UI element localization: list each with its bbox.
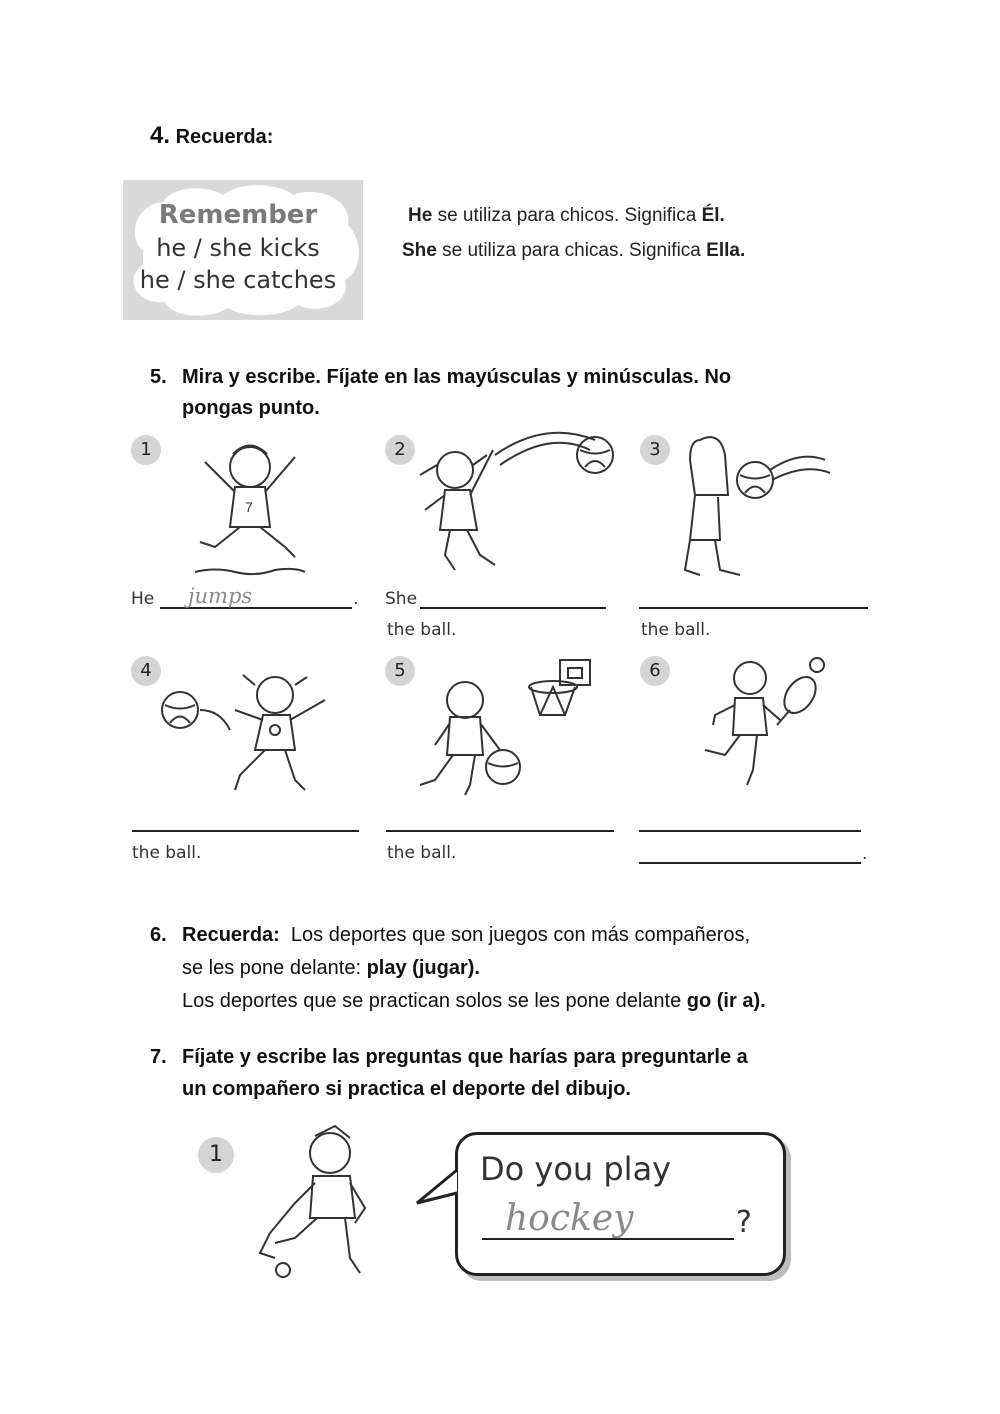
section-4-colon: : <box>266 126 274 148</box>
section-6-go: go (ir a). <box>686 990 766 1012</box>
item-1-answer: jumps <box>188 584 253 608</box>
girl-catching-ball-picture <box>660 425 840 585</box>
item-2-continuation: the ball. <box>387 620 457 640</box>
bubble-question: Do you play <box>480 1150 672 1188</box>
section-6-line-3 <box>182 985 766 1018</box>
svg-text:7: 7 <box>245 499 253 515</box>
item-6-answer-line-1[interactable] <box>639 830 861 832</box>
item-3-continuation: the ball. <box>641 620 711 640</box>
remember-cloud-title: Remember <box>158 200 318 230</box>
section-7-instruction-line-1: Fíjate y escribe las preguntas que harías para preguntarle a <box>182 1046 748 1068</box>
girl-kicking-ball-picture <box>155 655 355 805</box>
section-5-instruction-line-2: pongas punto. <box>182 397 320 419</box>
rule-she <box>402 240 745 262</box>
item-3-answer-line[interactable] <box>639 607 868 609</box>
item-2-prefix: She <box>385 589 418 609</box>
section-6-line-1-text: Los deportes que son juegos con más compañeros, <box>279 924 751 946</box>
section-7-instruction-line-2: un compañero si practica el deporte del dibujo. <box>182 1078 631 1100</box>
rule-he-text: se utiliza para chicos. Significa <box>432 205 702 226</box>
section-6-label: Recuerda: <box>182 924 280 946</box>
bubble-question-mark: ? <box>736 1205 752 1240</box>
boy-hockey-picture <box>255 1118 385 1288</box>
rule-she-pronoun: She <box>402 240 437 261</box>
section-4-title: Recuerda <box>175 126 267 148</box>
item-6-suffix: . <box>862 844 868 864</box>
section-6-line-3-text: Los deportes que se practican solos se les pone delante <box>182 990 687 1012</box>
item-6-answer-line-2[interactable] <box>639 862 861 864</box>
section-6-number: 6. <box>150 924 167 946</box>
rule-he <box>408 205 725 227</box>
item-2-answer-line[interactable] <box>420 607 606 609</box>
girl-throwing-ball-picture <box>405 425 625 585</box>
item-5-continuation: the ball. <box>387 843 457 863</box>
section-6-line-2-text: se les pone delante: <box>182 957 367 979</box>
item-2-number: 2 <box>385 435 415 465</box>
boy-jumping-picture <box>185 432 315 582</box>
example-number: 1 <box>198 1137 234 1173</box>
speech-bubble-tail <box>415 1165 461 1215</box>
item-3-number: 3 <box>640 435 670 465</box>
item-4-number: 4 <box>131 656 161 686</box>
remember-cloud-line-2: he / she catches <box>139 266 337 294</box>
section-4-heading <box>150 122 273 150</box>
item-1-suffix: . <box>353 589 359 609</box>
rule-he-meaning: Él. <box>701 205 725 226</box>
section-6-line-2 <box>182 952 480 985</box>
item-1-prefix: He <box>131 589 155 609</box>
section-7-number: 7. <box>150 1046 167 1068</box>
item-4-answer-line[interactable] <box>132 830 359 832</box>
section-6-line-1 <box>182 919 902 952</box>
remember-cloud-line-1: he / she kicks <box>156 234 320 262</box>
section-5-instruction-line-1: Mira y escribe. Fíjate en las mayúsculas y minúsculas. No <box>182 366 732 388</box>
item-5-number: 5 <box>385 656 415 686</box>
section-4-number: 4. <box>150 122 171 149</box>
item-4-continuation: the ball. <box>132 843 202 863</box>
rule-she-meaning: Ella. <box>706 240 746 261</box>
boy-basketball-picture <box>405 655 605 805</box>
rule-he-pronoun: He <box>408 205 433 226</box>
item-1-number: 1 <box>131 435 161 465</box>
item-6-number: 6 <box>640 656 670 686</box>
section-6-play: play (jugar). <box>366 957 480 979</box>
boy-tennis-picture <box>685 650 845 800</box>
rule-she-text: se utiliza para chicas. Significa <box>436 240 707 261</box>
item-5-answer-line[interactable] <box>386 830 614 832</box>
section-5-number: 5. <box>150 366 167 388</box>
bubble-answer: hockey <box>505 1198 634 1239</box>
